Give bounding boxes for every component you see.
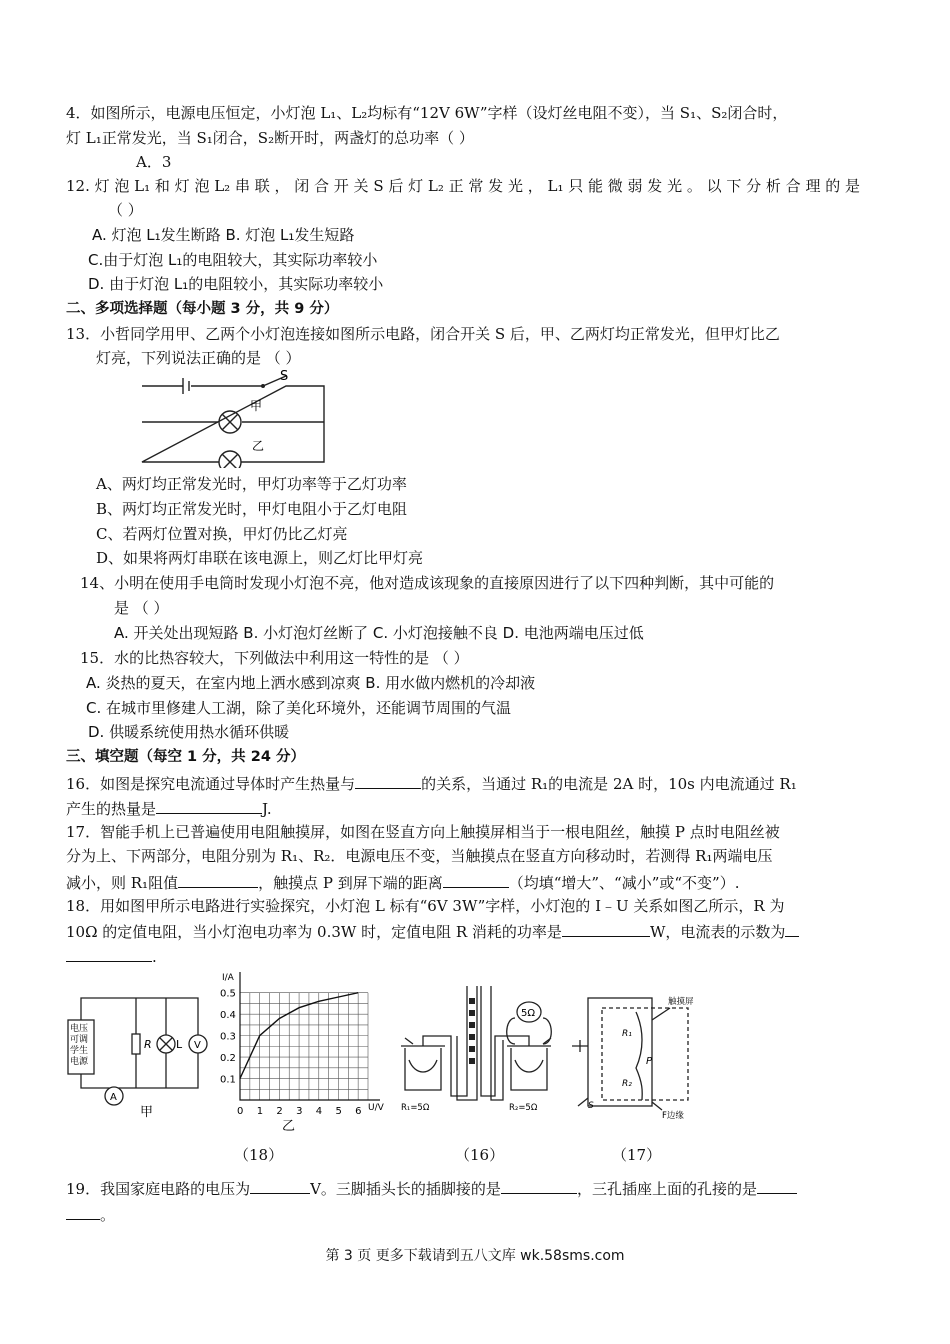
- graph-axes: [240, 972, 380, 1100]
- fig17-edge-label: F边缘: [662, 1111, 684, 1121]
- q15-option-c: C. 在城市里修建人工湖，除了美化环境外，还能调节周围的气温: [86, 699, 512, 717]
- q16-text-b: 的关系，当通过 R₁的电流是 2A 时，10s 内电流通过 R₁: [421, 775, 797, 793]
- graph-ytick-label: 0.5: [220, 988, 236, 1000]
- graph-xtick-label: 5: [335, 1106, 342, 1117]
- q19-text-a: 19．我国家庭电路的电压为: [66, 1180, 251, 1198]
- q13-fig-jia-label: 甲: [250, 399, 263, 413]
- q19-blank-2[interactable]: [501, 1177, 577, 1194]
- q14-options: A. 开关处出现短路 B. 小灯泡灯丝断了 C. 小灯泡接触不良 D. 电池两端电压过低: [114, 624, 644, 642]
- fig18-a-label: A: [110, 1092, 117, 1103]
- fig18-power-box-line4: 电源: [70, 1057, 89, 1067]
- fig18-power-box-line3: 学生: [70, 1046, 89, 1056]
- q16-blank-2[interactable]: [156, 797, 262, 814]
- q16-text-c: 产生的热量是: [66, 800, 157, 818]
- q16-blank-1[interactable]: [355, 772, 421, 789]
- fig17-screen-label: 触摸屏: [668, 997, 694, 1007]
- q17-blank-2[interactable]: [443, 871, 509, 888]
- caption-16: （16）: [455, 1146, 505, 1164]
- fig18-yi-graph: [218, 968, 388, 1136]
- q19-blank-1[interactable]: [250, 1177, 310, 1194]
- q14-line1: 14、小明在使用手电筒时发现小灯泡不亮，他对造成该现象的直接原因进行了以下四种判断，其中可能的: [80, 574, 775, 592]
- q13-line2: 灯亮，下列说法正确的是 （ ）: [96, 349, 301, 367]
- q17-blank-1[interactable]: [178, 871, 258, 888]
- q4-line1: 4．如图所示，电源电压恒定，小灯泡 L₁、L₂均标有“12V 6W”字样（设灯丝电阻不变），当 S₁、S₂闭合时，: [66, 104, 788, 122]
- fig18-v-label: V: [194, 1040, 201, 1051]
- q12-option-ab: A. 灯泡 L₁发生断路 B. 灯泡 L₁发生短路: [92, 226, 355, 244]
- q13-option-d: D、如果将两灯串联在该电源上，则乙灯比甲灯亮: [96, 549, 424, 567]
- q14-line2: 是 （ ）: [114, 599, 169, 617]
- q19-text-b: V。三脚插头长的插脚接的是: [310, 1180, 501, 1198]
- graph-xtick-label: 0: [237, 1106, 244, 1117]
- q15-line1: 15．水的比热容较大，下列做法中利用这一特性的是 （ ）: [80, 649, 469, 667]
- fig18-yi-label: 乙: [282, 1119, 296, 1134]
- graph-xtick-label: 3: [296, 1106, 303, 1117]
- q13-fig-switch-label: S: [280, 369, 289, 384]
- q19-text-d: 。: [100, 1206, 116, 1224]
- fig17-s-label: S: [588, 1101, 594, 1111]
- fig18-power-box-line2: 可调: [70, 1035, 89, 1045]
- q13-option-b: B、两灯均正常发光时，甲灯电阻小于乙灯电阻: [96, 500, 408, 518]
- q4-option-a: A．3: [136, 153, 172, 171]
- q16-text-d: J.: [262, 800, 272, 818]
- q18-text-a: 10Ω 的定值电阻，当小灯泡电功率为 0.3W 时，定值电阻 R 消耗的功率是: [66, 923, 562, 941]
- fig17-p-label: P: [646, 1056, 653, 1067]
- section-heading-fill-blank: 三、填空题（每空 1 分，共 24 分）: [66, 749, 305, 765]
- q19-line2: [66, 1203, 115, 1225]
- section-heading-multiple-choice: 二、多项选择题（每小题 3 分，共 9 分）: [66, 301, 339, 317]
- fig18-l-label: L: [176, 1038, 183, 1051]
- graph-ytick-label: 0.2: [220, 1053, 236, 1065]
- q12-line2: （ ）: [108, 201, 143, 219]
- q16-line1: [66, 772, 797, 794]
- q19-blank-3b[interactable]: [66, 1203, 100, 1220]
- fig16-r2-label: R₂=5Ω: [509, 1103, 538, 1113]
- q16-line2: [66, 797, 272, 819]
- graph-ytick-label: 0.3: [220, 1031, 236, 1043]
- caption-17: （17）: [612, 1146, 662, 1164]
- fig16-heat-apparatus: [395, 978, 563, 1113]
- q17-text-b: ，触摸点 P 到屏下端的距离: [258, 874, 443, 892]
- graph-ytick-label: 0.4: [220, 1010, 236, 1022]
- q13-option-c: C、若两灯位置对换，甲灯仍比乙灯亮: [96, 525, 348, 543]
- q17-line1: 17．智能手机上已普遍使用电阻触摸屏，如图在竖直方向上触摸屏相当于一根电阻丝，触摸 P 点时电阻丝被: [66, 823, 780, 841]
- q18-line2: [66, 920, 799, 942]
- q13-option-a: A、两灯均正常发光时，甲灯功率等于乙灯功率: [96, 475, 407, 493]
- q18-text-b: W，电流表的示数为: [649, 923, 786, 941]
- q19-line1: [66, 1177, 797, 1199]
- q19-text-c: ，三孔插座上面的孔接的是: [576, 1180, 757, 1198]
- q15-option-ab: A. 炎热的夏天，在室内地上洒水感到凉爽 B. 用水做内燃机的冷却液: [86, 674, 536, 692]
- fig17-r1-label: R₁: [622, 1029, 632, 1039]
- graph-ytick-label: 0.1: [220, 1074, 236, 1086]
- q17-line2: 分为上、下两部分，电阻分别为 R₁、R₂．电源电压不变，当触摸点在竖直方向移动时，若测得 R₁两端电压: [66, 847, 773, 865]
- graph-xtick-label: 1: [256, 1106, 264, 1117]
- q17-text-a: 减小，则 R₁阻值: [66, 874, 179, 892]
- q16-text-a: 16．如图是探究电流通过导体时产生热量与: [66, 775, 356, 793]
- q4-line2: 灯 L₁正常发光，当 S₁闭合，S₂断开时，两盏灯的总功率（ ）: [66, 129, 474, 147]
- fig18-power-box-line1: 电压: [70, 1024, 89, 1034]
- fig18-r-label: R: [144, 1038, 152, 1051]
- caption-18: （18）: [234, 1146, 284, 1164]
- graph-ylabel: I/A: [222, 973, 234, 983]
- q18-blank-2a[interactable]: [785, 920, 799, 937]
- q12-option-d: D. 由于灯泡 L₁的电阻较小，其实际功率较小: [88, 275, 384, 293]
- page-footer: 第 3 页 更多下载请到五八文库 wk.58sms.com: [325, 1248, 625, 1264]
- fig17-touch-screen: [570, 990, 710, 1128]
- fig18-jia-label: 甲: [140, 1105, 154, 1120]
- q17-text-c: （均填“增大”、“减小”或“不变”）.: [508, 874, 740, 892]
- fig16-r1-label: R₁=5Ω: [401, 1103, 430, 1113]
- q13-line1: 13．小哲同学用甲、乙两个小灯泡连接如图所示电路，闭合开关 S 后，甲、乙两灯均正常发光，但甲灯比乙: [66, 325, 780, 343]
- graph-xlabel: U/V: [368, 1103, 384, 1113]
- q13-circuit-diagram: [138, 368, 328, 468]
- q12-line1: 12. 灯 泡 L₁ 和 灯 泡 L₂ 串 联 ， 闭 合 开 关 S 后 灯 L₂ 正 常 发 光 ， L₁ 只 能 微 弱 发 光 。 以 下 分 析 合 理 的 是: [66, 177, 860, 195]
- q19-blank-3a[interactable]: [757, 1177, 797, 1194]
- fig16-r5-label: 5Ω: [521, 1008, 536, 1019]
- graph-xtick-label: 4: [315, 1106, 323, 1117]
- q18-blank-2b[interactable]: [66, 945, 152, 962]
- q18-line3: [66, 945, 157, 967]
- q12-option-c: C.由于灯泡 L₁的电阻较大，其实际功率较小: [88, 251, 378, 269]
- q18-text-c: .: [152, 948, 157, 966]
- fig17-r2-label: R₂: [622, 1079, 632, 1089]
- q13-fig-yi-label: 乙: [252, 439, 265, 453]
- q18-blank-1[interactable]: [562, 920, 650, 937]
- graph-xtick-label: 6: [355, 1106, 362, 1117]
- q17-line3: [66, 871, 740, 893]
- graph-xtick-label: 2: [276, 1106, 283, 1117]
- q15-option-d: D. 供暖系统使用热水循环供暖: [88, 723, 290, 741]
- q18-line1: 18．用如图甲所示电路进行实验探究，小灯泡 L 标有“6V 3W”字样，小灯泡的 I﹣U 关系如图乙所示，R 为: [66, 897, 785, 915]
- fig18-jia-circuit: [66, 990, 216, 1120]
